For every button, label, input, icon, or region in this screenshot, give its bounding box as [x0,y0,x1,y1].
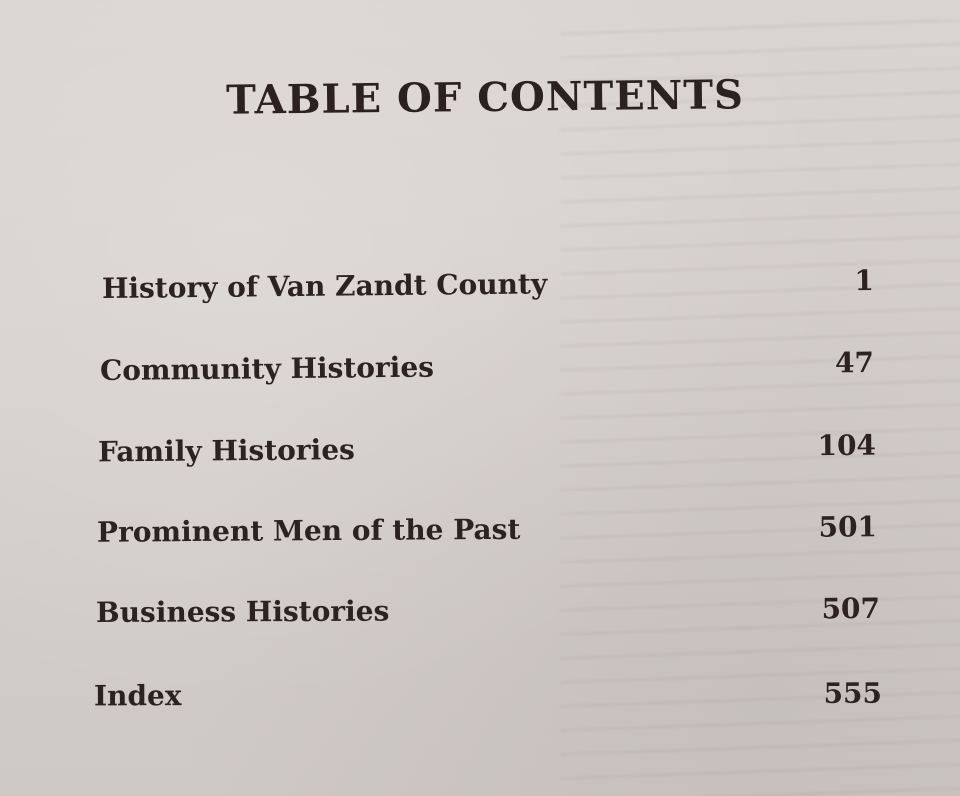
toc-entry-prominent-men-of-the-past [97,510,877,555]
toc-entry-page-number: 507 [821,591,881,626]
toc-entry-index [94,677,882,720]
toc-entry-page-number: 47 [834,345,875,380]
toc-entry-business-histories [96,592,880,636]
toc-entry-label: History of Van Zandt County [101,267,548,306]
toc-entry-label: Family Histories [97,433,355,469]
toc-entry-community-histories [100,346,874,394]
toc-entry-page-number: 501 [818,510,878,544]
toc-entry-label: Business Histories [95,594,390,630]
toc-entry-page-number: 1 [854,263,875,298]
toc-entry-label: Community Histories [99,350,435,388]
toc-entry-label: Prominent Men of the Past [96,512,521,549]
toc-entry-history-of-van-zandt-county [102,264,874,312]
toc-entry-label: Index [93,679,182,713]
toc-entry-page-number: 104 [817,428,877,463]
toc-entry-family-histories [98,429,876,476]
page-title: TABLE OF CONTENTS [225,71,745,124]
toc-entry-page-number: 555 [823,676,883,710]
